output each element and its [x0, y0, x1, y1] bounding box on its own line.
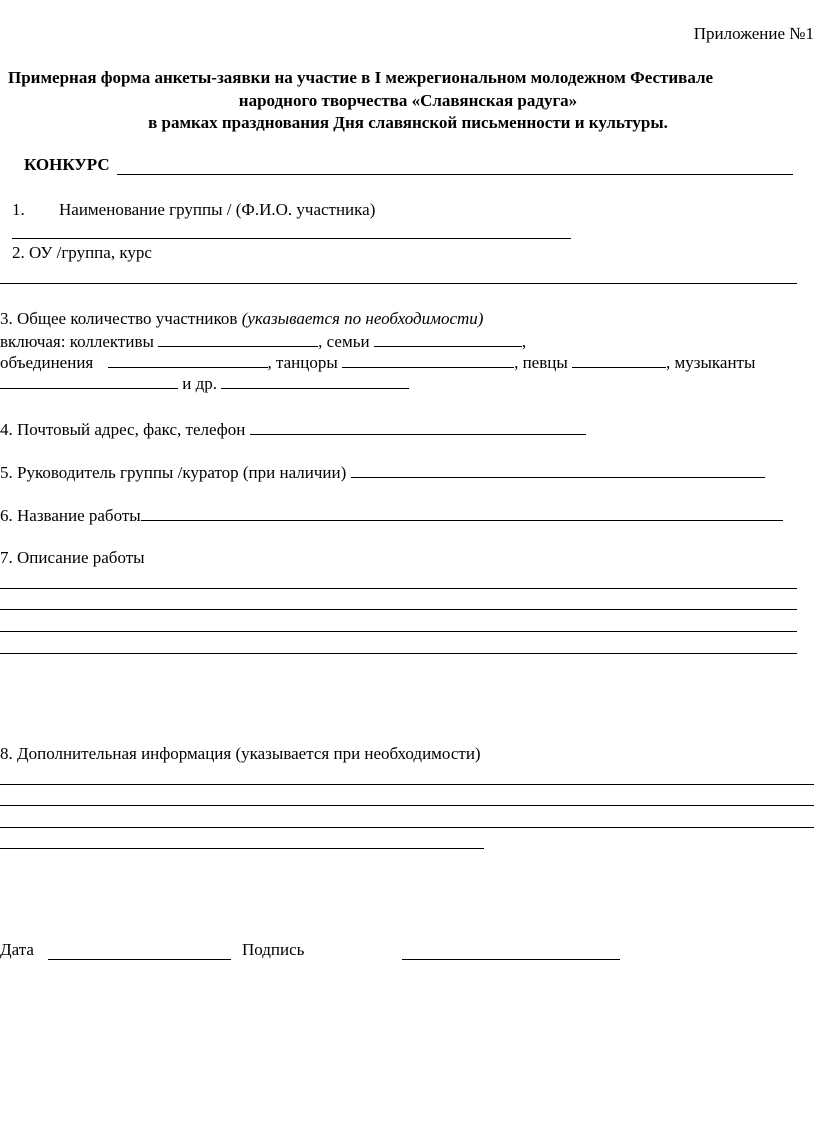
- item-3-note: (указывается по необходимости): [241, 309, 484, 328]
- item-6-label: 6. Название работы: [0, 506, 141, 525]
- item-3-others-line: [0, 373, 409, 394]
- item-5-field[interactable]: [351, 462, 765, 478]
- title-line-2: народного творчества «Славянская радуга»: [238, 91, 578, 110]
- others-field[interactable]: [221, 373, 409, 389]
- including-label: включая: коллективы: [0, 332, 154, 351]
- item-5-line: [0, 462, 765, 483]
- item-4-label: 4. Почтовый адрес, факс, телефон: [0, 420, 246, 439]
- dancers-field[interactable]: [342, 352, 514, 368]
- item-7-field-line-4[interactable]: [0, 653, 797, 654]
- item-7-label: 7. Описание работы: [0, 548, 145, 567]
- dancers-label: , танцоры: [267, 353, 338, 372]
- title-line-3: в рамках празднования Дня славянской письменности и культуры.: [148, 113, 668, 132]
- item-7-field-line-1[interactable]: [0, 588, 797, 589]
- item-3-associations-line: [0, 352, 755, 373]
- title-line-1: Примерная форма анкеты-заявки на участие в I межрегиональном молодежном Фестивале: [8, 68, 714, 87]
- families-field[interactable]: [374, 331, 522, 347]
- families-comma: ,: [521, 332, 527, 351]
- item-7-field-line-3[interactable]: [0, 631, 797, 632]
- appendix-label: Приложение №1: [693, 24, 814, 43]
- signature-field[interactable]: [402, 959, 620, 960]
- musicians-field[interactable]: [0, 373, 178, 389]
- item-8-field-line-3[interactable]: [0, 827, 814, 828]
- item-7-field-line-2[interactable]: [0, 609, 797, 610]
- singers-label: , певцы: [514, 353, 568, 372]
- item-8-field-line-1[interactable]: [0, 784, 814, 785]
- signature-label: Подпись: [242, 940, 305, 959]
- item-3-line: [0, 309, 483, 329]
- item-6-field[interactable]: [141, 505, 783, 521]
- singers-field[interactable]: [572, 352, 666, 368]
- musicians-label: , музыканты: [666, 353, 756, 372]
- families-label: , семьи: [318, 332, 370, 351]
- item-4-field[interactable]: [250, 419, 586, 435]
- date-field[interactable]: [48, 959, 231, 960]
- item-2-field[interactable]: [0, 283, 797, 284]
- date-label: Дата: [0, 940, 34, 959]
- associations-field[interactable]: [108, 352, 268, 368]
- item-4-line: [0, 419, 586, 440]
- item-3-including-line: [0, 331, 526, 352]
- item-8-field-line-2[interactable]: [0, 805, 814, 806]
- associations-label: объединения: [0, 353, 94, 372]
- item-1-label: Наименование группы / (Ф.И.О. участника): [59, 200, 376, 219]
- item-5-label: 5. Руководитель группы /куратор (при наличии): [0, 463, 347, 482]
- item-8-field-line-4[interactable]: [0, 848, 484, 849]
- collectives-field[interactable]: [158, 331, 318, 347]
- item-1-field[interactable]: [12, 238, 571, 239]
- item-2-label: 2. ОУ /группа, курс: [12, 243, 152, 262]
- contest-field[interactable]: [117, 174, 793, 175]
- item-8-label: 8. Дополнительная информация (указывается при необходимости): [0, 744, 481, 763]
- item-3-label: 3. Общее количество участников: [0, 309, 238, 328]
- contest-label: КОНКУРС: [24, 155, 110, 174]
- item-1-number: 1.: [12, 200, 25, 219]
- others-label: и др.: [182, 374, 217, 393]
- item-6-line: [0, 505, 783, 526]
